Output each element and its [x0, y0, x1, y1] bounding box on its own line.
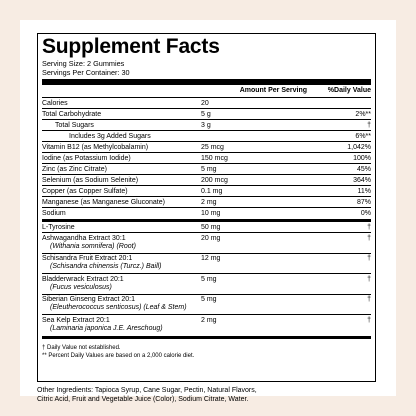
- table-row: Schisandra Fruit Extract 20:1 (Schisandra chinensis (Turcz.) Baill) 12 mg †: [42, 254, 371, 275]
- column-header-row: [42, 85, 371, 98]
- table-row: L-Tyrosine 50 mg †: [42, 222, 371, 233]
- table-row: Ashwagandha Extract 30:1 (Withania somnifera) (Root) 20 mg †: [42, 233, 371, 254]
- other-ingredients: Other Ingredients: Tapioca Syrup, Cane Sugar, Pectin, Natural Flavors, Citric Acid, Fruit and Vegetable Juice (Color), Sodium Citrate, Water.: [37, 387, 257, 403]
- table-row: Calories 20: [42, 98, 371, 109]
- table-row: Total Sugars 3 g †: [42, 120, 371, 131]
- serving-size: Serving Size: 2 Gummies: [42, 59, 125, 68]
- servings-per-container: Servings Per Container: 30: [42, 68, 130, 77]
- footnote-double-star: ** Percent Daily Values are based on a 2,000 calorie diet.: [42, 353, 195, 359]
- table-row: Total Carbohydrate 5 g 2%**: [42, 109, 371, 120]
- table-row: Sodium 10 mg 0%: [42, 209, 371, 217]
- label-card: [20, 20, 396, 403]
- table-row: Includes 3g Added Sugars 6%**: [42, 131, 371, 142]
- table-row: Selenium (as Sodium Selenite) 200 mcg 364%: [42, 175, 371, 186]
- table-row: Sea Kelp Extract 20:1 (Laminaria japonica J.E. Areschoug) 2 mg †: [42, 316, 371, 332]
- table-row: Bladderwrack Extract 20:1 (Fucus vesiculosus) 5 mg †: [42, 274, 371, 295]
- panel-title: Supplement Facts: [42, 35, 220, 58]
- table-row: Copper (as Copper Sulfate) 0.1 mg 11%: [42, 186, 371, 197]
- supplement-facts-panel: [37, 33, 376, 382]
- amount-header: Amount Per Serving: [239, 86, 307, 94]
- table-row: Vitamin B12 (as Methylcobalamin) 25 mcg 1,042%: [42, 142, 371, 153]
- table-row: Siberian Ginseng Extract 20:1 (Eleutherococcus senticosus) (Leaf & Stem) 5 mg †: [42, 295, 371, 316]
- footnote-dagger: † Daily Value not established.: [42, 344, 121, 351]
- table-row: Zinc (as Zinc Citrate) 5 mg 45%: [42, 164, 371, 175]
- table-row: Manganese (as Manganese Gluconate) 2 mg 87%: [42, 197, 371, 208]
- footnotes: [42, 339, 371, 361]
- dv-header: %Daily Value: [327, 86, 371, 94]
- table-row: Iodine (as Potassium Iodide) 150 mcg 100%: [42, 153, 371, 164]
